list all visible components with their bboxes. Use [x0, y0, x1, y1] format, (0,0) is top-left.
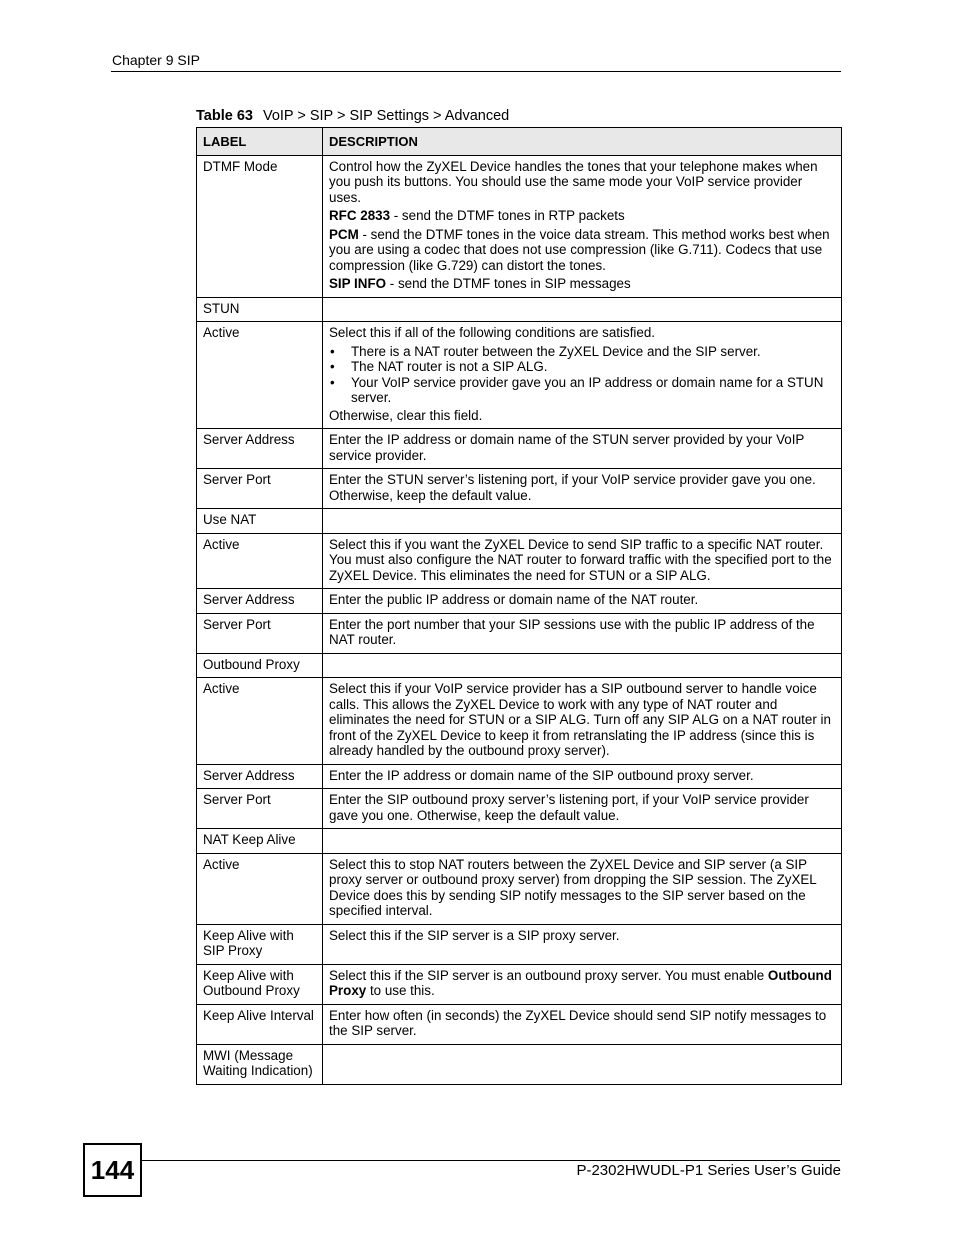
- para-text: to use this.: [366, 983, 435, 998]
- row-label: Server Port: [197, 469, 323, 509]
- description-paragraph: [329, 227, 835, 274]
- settings-table: [196, 127, 842, 1085]
- row-label: Server Port: [197, 613, 323, 653]
- table-caption: [196, 108, 509, 124]
- description-paragraph: [329, 408, 835, 424]
- table-title: VoIP > SIP > SIP Settings > Advanced: [262, 108, 510, 124]
- bullet-item: • Your VoIP service provider gave you an IP address or domain name for a STUN server.: [329, 375, 835, 406]
- para-text: - send the DTMF tones in the voice data stream. This method works best when you are using a codec that does not use compression (like G.711). Codecs that use compression (like G.729) can distort the tones.: [329, 226, 830, 273]
- table-row: [197, 1044, 842, 1084]
- para-text: - send the DTMF tones in SIP messages: [386, 276, 631, 291]
- description-paragraph: [329, 537, 835, 584]
- para-text: Select this if your VoIP service provider has a SIP outbound server to handle voice calls. This allows the ZyXEL Device to work with any type of NAT router and eliminates the need for STUN or a SIP ALG. Turn off any SIP ALG on a NAT router in front of the ZyXEL Device to keep it from retranslating the IP address (since this is already handled by the outbound proxy server).: [329, 681, 831, 758]
- description-paragraph: [329, 681, 835, 759]
- table-row: [197, 469, 842, 509]
- para-bold-term: RFC 2833: [329, 208, 391, 223]
- table-row: [197, 1004, 842, 1044]
- row-label: Active: [197, 853, 323, 924]
- column-header-label: LABEL: [197, 128, 323, 156]
- table-row: [197, 678, 842, 765]
- para-text: Select this if the SIP server is an outbound proxy server. You must enable: [329, 967, 768, 983]
- row-description: [323, 322, 842, 429]
- table-row: [197, 829, 842, 854]
- table-row: [197, 533, 842, 589]
- bullet-item: • There is a NAT router between the ZyXEL Device and the SIP server.: [329, 344, 835, 360]
- row-label: NAT Keep Alive: [197, 829, 323, 854]
- row-label: Active: [197, 533, 323, 589]
- row-description: [323, 829, 842, 854]
- para-text: Control how the ZyXEL Device handles the tones that your telephone makes when you push its buttons. You should use the same mode your VoIP service provider uses.: [329, 158, 818, 205]
- description-paragraph: [329, 768, 835, 784]
- row-description: [323, 533, 842, 589]
- row-label: Keep Alive with SIP Proxy: [197, 924, 323, 964]
- row-description: [323, 678, 842, 765]
- description-paragraph: [329, 276, 835, 292]
- row-description: [323, 613, 842, 653]
- description-paragraph: [329, 792, 835, 823]
- row-description: [323, 1044, 842, 1084]
- para-text: Select this if all of the following conditions are satisfied.: [329, 325, 656, 340]
- para-text: Select this to stop NAT routers between the ZyXEL Device and SIP server (a SIP proxy server or outbound proxy server) from dropping the SIP session. The ZyXEL Device does this by sending SIP notify messages to the SIP server based on the specified interval.: [329, 856, 817, 918]
- description-paragraph: [329, 208, 835, 224]
- para-text: Enter the IP address or domain name of the SIP outbound proxy server.: [329, 767, 754, 783]
- description-paragraph: [329, 928, 835, 944]
- table-row: [197, 509, 842, 534]
- para-text: Enter the SIP outbound proxy server’s listening port, if your VoIP service provider gave you one. Otherwise, keep the default value.: [329, 792, 809, 823]
- row-label: MWI (Message Waiting Indication): [197, 1044, 323, 1084]
- description-paragraph: [329, 857, 835, 919]
- row-description: [323, 964, 842, 1004]
- row-description: [323, 297, 842, 322]
- description-paragraph: [329, 1008, 835, 1039]
- row-label: Use NAT: [197, 509, 323, 534]
- page-number: 144: [83, 1143, 142, 1197]
- row-description: [323, 155, 842, 297]
- footer-divider: [141, 1160, 840, 1161]
- row-label: Outbound Proxy: [197, 653, 323, 678]
- table-row: [197, 853, 842, 924]
- row-description: [323, 653, 842, 678]
- description-paragraph: [329, 325, 835, 341]
- row-label: Server Address: [197, 589, 323, 614]
- para-text: - send the DTMF tones in RTP packets: [390, 208, 625, 223]
- description-paragraph: [329, 432, 835, 463]
- row-label: Server Address: [197, 764, 323, 789]
- table-row: [197, 589, 842, 614]
- row-label: Keep Alive Interval: [197, 1004, 323, 1044]
- row-label: DTMF Mode: [197, 155, 323, 297]
- table-header-row: [197, 128, 842, 156]
- row-label: Server Address: [197, 429, 323, 469]
- para-text: Enter the STUN server’s listening port, if your VoIP service provider gave you one. Otherwise, keep the default value.: [329, 472, 816, 503]
- para-bold-term: PCM: [329, 226, 359, 242]
- column-header-description: DESCRIPTION: [323, 128, 842, 156]
- table-row: [197, 924, 842, 964]
- row-description: [323, 789, 842, 829]
- row-description: [323, 589, 842, 614]
- table-row: [197, 789, 842, 829]
- para-bold-term: SIP INFO: [329, 276, 387, 291]
- para-text: Select this if the SIP server is a SIP proxy server.: [329, 927, 620, 943]
- chapter-header: Chapter 9 SIP: [112, 52, 200, 68]
- row-label: Keep Alive with Outbound Proxy: [197, 964, 323, 1004]
- description-paragraph: [329, 617, 835, 648]
- description-paragraph: [329, 472, 835, 503]
- row-label: Active: [197, 678, 323, 765]
- table-row: [197, 429, 842, 469]
- row-description: [323, 853, 842, 924]
- para-text: Otherwise, clear this field.: [329, 407, 483, 423]
- table-number: Table 63: [196, 108, 253, 124]
- table-row: [197, 653, 842, 678]
- table-row: [197, 964, 842, 1004]
- table-row: [197, 155, 842, 297]
- description-paragraph: [329, 968, 835, 999]
- header-divider: [111, 71, 841, 72]
- table-row: [197, 613, 842, 653]
- row-label: Active: [197, 322, 323, 429]
- row-label: Server Port: [197, 789, 323, 829]
- para-text: Enter the port number that your SIP sessions use with the public IP address of the NAT router.: [329, 616, 815, 647]
- description-paragraph: [329, 592, 835, 608]
- para-bold-term: Outbound Proxy: [329, 967, 832, 998]
- para-text: Enter the public IP address or domain name of the NAT router.: [329, 592, 699, 607]
- guide-title: P-2302HWUDL-P1 Series User’s Guide: [576, 1162, 841, 1179]
- description-paragraph: [329, 159, 835, 206]
- row-description: [323, 469, 842, 509]
- bullet-item: • The NAT router is not a SIP ALG.: [329, 359, 835, 375]
- row-description: [323, 764, 842, 789]
- row-description: [323, 1004, 842, 1044]
- para-text: Enter the IP address or domain name of the STUN server provided by your VoIP service provider.: [329, 432, 805, 463]
- para-text: Select this if you want the ZyXEL Device to send SIP traffic to a specific NAT router. You must also configure the NAT router to forward traffic with the specified port to the ZyXEL Device. This eliminates the need for STUN or a SIP ALG.: [329, 536, 832, 583]
- table-row: [197, 297, 842, 322]
- para-text: Enter how often (in seconds) the ZyXEL Device should send SIP notify messages to the SIP server.: [329, 1007, 827, 1038]
- row-description: [323, 509, 842, 534]
- row-description: [323, 924, 842, 964]
- table-row: [197, 322, 842, 429]
- row-label: STUN: [197, 297, 323, 322]
- table-body: [197, 155, 842, 1084]
- bullet-list: [329, 344, 835, 406]
- row-description: [323, 429, 842, 469]
- table-row: [197, 764, 842, 789]
